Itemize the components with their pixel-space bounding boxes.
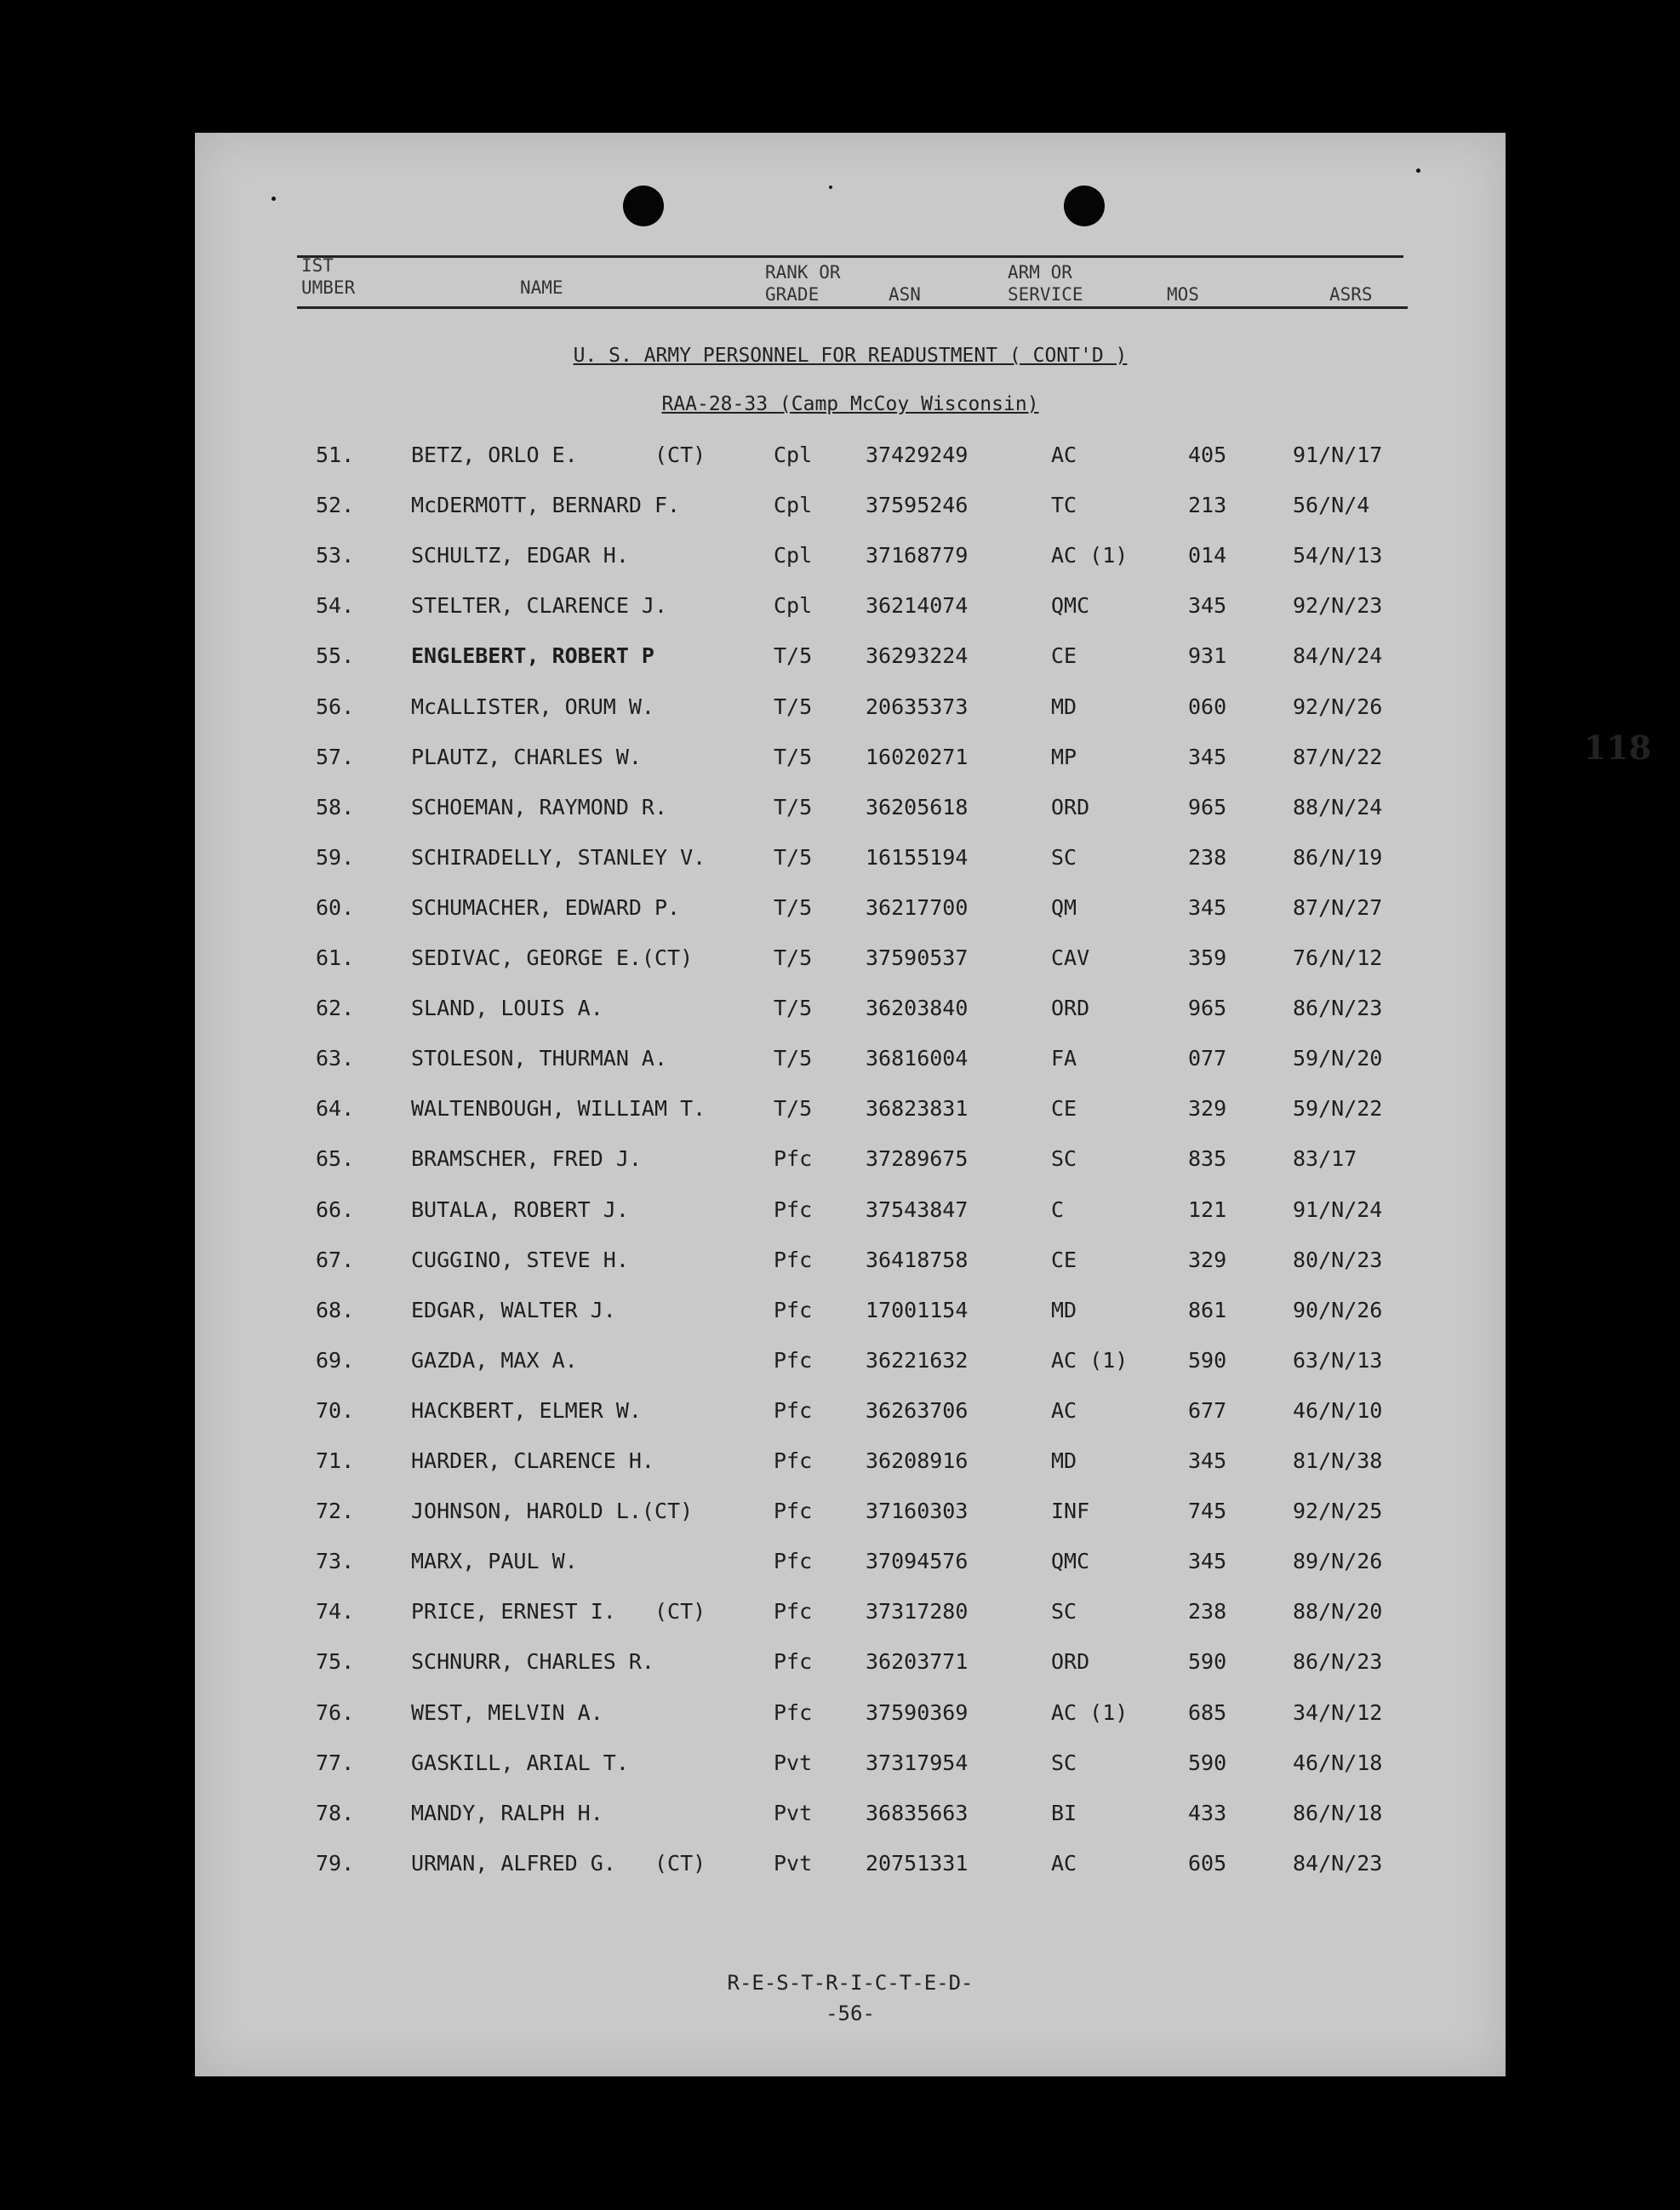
cell-mos: 345	[1188, 894, 1227, 920]
cell-asrs: 91/N/17	[1293, 443, 1383, 467]
cell-tag: (CT)	[654, 1850, 706, 1876]
cell-name: JOHNSON, HAROLD L.(CT)	[411, 1499, 694, 1524]
page-subtitle: RAA-28-33 (Camp McCoy Wisconsin)	[661, 393, 1039, 415]
cell-mos: 329	[1188, 1096, 1227, 1122]
header-top-rule	[297, 255, 1403, 258]
cell-asn: 37317280	[866, 1599, 969, 1625]
cell-arm: AC (1)	[1051, 1699, 1129, 1725]
cell-asrs: 54/N/13	[1293, 543, 1383, 568]
table-row	[195, 1046, 1506, 1080]
cell-asrs: 87/N/22	[1293, 744, 1383, 769]
cell-asn: 36217700	[866, 894, 969, 920]
cell-name: URMAN, ALFRED G.	[411, 1850, 616, 1876]
cell-num: 60.	[316, 894, 355, 920]
cell-num: 57.	[316, 744, 355, 769]
cell-asn: 36214074	[866, 593, 969, 619]
cell-asrs: 84/N/23	[1293, 1850, 1383, 1876]
cell-name: SCHIRADELLY, STANLEY V.	[411, 844, 706, 870]
table-row	[195, 694, 1506, 728]
table-row	[195, 1197, 1506, 1231]
cell-mos: 405	[1188, 443, 1227, 467]
cell-num: 61.	[316, 945, 355, 970]
cell-rank: T/5	[774, 894, 813, 920]
cell-num: 70.	[316, 1397, 355, 1423]
cell-arm: CE	[1051, 643, 1077, 669]
cell-rank: Pfc	[774, 1196, 813, 1222]
table-row	[195, 1448, 1506, 1482]
cell-asrs: 76/N/12	[1293, 945, 1383, 970]
cell-arm: BI	[1051, 1800, 1077, 1825]
cell-num: 79.	[316, 1850, 355, 1876]
cell-rank: Cpl	[774, 493, 813, 518]
table-row	[195, 745, 1506, 779]
cell-asn: 36221632	[866, 1347, 969, 1373]
cell-arm: QM	[1051, 894, 1077, 920]
cell-rank: Pfc	[774, 1297, 813, 1322]
cell-rank: Pfc	[774, 1499, 813, 1524]
cell-rank: T/5	[774, 643, 813, 669]
cell-mos: 060	[1188, 694, 1227, 719]
cell-asn: 37590369	[866, 1699, 969, 1725]
cell-asrs: 84/N/24	[1293, 643, 1383, 669]
cell-num: 59.	[316, 844, 355, 870]
cell-mos: 965	[1188, 794, 1227, 819]
cell-asrs: 83/17	[1293, 1146, 1357, 1172]
cell-mos: 605	[1188, 1850, 1227, 1876]
cell-rank: Pvt	[774, 1850, 813, 1876]
cell-num: 65.	[316, 1146, 355, 1172]
table-row	[195, 1649, 1506, 1683]
table-row	[195, 895, 1506, 929]
cell-name: PRICE, ERNEST I.	[411, 1599, 616, 1625]
cell-asrs: 86/N/23	[1293, 1649, 1383, 1675]
cell-mos: 077	[1188, 1046, 1227, 1071]
cell-asn: 36203840	[866, 996, 969, 1021]
cell-asn: 36205618	[866, 794, 969, 819]
cell-rank: Pfc	[774, 1247, 813, 1272]
cell-num: 68.	[316, 1297, 355, 1322]
cell-rank: Pvt	[774, 1750, 813, 1775]
cell-num: 52.	[316, 493, 355, 518]
cell-arm: SC	[1051, 1750, 1077, 1775]
cell-asrs: 56/N/4	[1293, 493, 1370, 518]
cell-name: GASKILL, ARIAL T.	[411, 1750, 629, 1775]
cell-mos: 345	[1188, 593, 1227, 619]
cell-rank: Pfc	[774, 1146, 813, 1172]
cell-num: 51.	[316, 443, 355, 467]
cell-asrs: 87/N/27	[1293, 894, 1383, 920]
cell-rank: T/5	[774, 996, 813, 1021]
table-row	[195, 1348, 1506, 1382]
cell-asn: 37595246	[866, 493, 969, 518]
cell-name: CUGGINO, STEVE H.	[411, 1247, 629, 1272]
cell-arm: MD	[1051, 1448, 1077, 1473]
cell-name: WEST, MELVIN A.	[411, 1699, 603, 1725]
table-row	[195, 1801, 1506, 1835]
cell-mos: 590	[1188, 1347, 1227, 1373]
cell-arm: CE	[1051, 1096, 1077, 1122]
cell-mos: 433	[1188, 1800, 1227, 1825]
table-row	[195, 1599, 1506, 1633]
cell-rank: Pfc	[774, 1649, 813, 1675]
header-asrs: ASRS	[1329, 284, 1373, 305]
cell-asn: 36263706	[866, 1397, 969, 1423]
table-row	[195, 593, 1506, 627]
cell-num: 72.	[316, 1499, 355, 1524]
cell-mos: 685	[1188, 1699, 1227, 1725]
cell-asrs: 81/N/38	[1293, 1448, 1383, 1473]
cell-num: 56.	[316, 694, 355, 719]
page-number: -56-	[826, 2002, 875, 2025]
cell-arm: SC	[1051, 1146, 1077, 1172]
cell-arm: CAV	[1051, 945, 1090, 970]
header-bottom-rule	[297, 306, 1408, 309]
speck	[829, 186, 832, 189]
cell-tag: (CT)	[654, 1599, 706, 1625]
cell-name: HACKBERT, ELMER W.	[411, 1397, 642, 1423]
cell-num: 71.	[316, 1448, 355, 1473]
cell-asn: 37317954	[866, 1750, 969, 1775]
cell-name: SCHOEMAN, RAYMOND R.	[411, 794, 668, 819]
cell-asrs: 92/N/26	[1293, 694, 1383, 719]
cell-rank: T/5	[774, 1046, 813, 1071]
cell-rank: T/5	[774, 694, 813, 719]
cell-name: BETZ, ORLO E.	[411, 443, 578, 467]
cell-rank: Pfc	[774, 1347, 813, 1373]
cell-asn: 16155194	[866, 844, 969, 870]
cell-mos: 329	[1188, 1247, 1227, 1272]
cell-rank: T/5	[774, 1096, 813, 1122]
cell-mos: 590	[1188, 1750, 1227, 1775]
cell-name: WALTENBOUGH, WILLIAM T.	[411, 1096, 706, 1122]
cell-arm: QMC	[1051, 593, 1090, 619]
table-row	[195, 845, 1506, 879]
cell-arm: C	[1051, 1196, 1065, 1222]
cell-asrs: 90/N/26	[1293, 1297, 1383, 1322]
cell-mos: 861	[1188, 1297, 1227, 1322]
cell-arm: FA	[1051, 1046, 1077, 1071]
cell-name: McDERMOTT, BERNARD F.	[411, 493, 681, 518]
cell-num: 62.	[316, 996, 355, 1021]
cell-rank: T/5	[774, 945, 813, 970]
table-row	[195, 643, 1506, 677]
header-arm-or-service: ARM OR SERVICE	[1008, 262, 1083, 305]
cell-name: BRAMSCHER, FRED J.	[411, 1146, 642, 1172]
cell-arm: QMC	[1051, 1549, 1090, 1574]
cell-rank: Pfc	[774, 1397, 813, 1423]
cell-arm: SC	[1051, 844, 1077, 870]
cell-asrs: 46/N/18	[1293, 1750, 1383, 1775]
cell-num: 69.	[316, 1347, 355, 1373]
cell-asrs: 34/N/12	[1293, 1699, 1383, 1725]
cell-asn: 36823831	[866, 1096, 969, 1122]
speck	[271, 197, 276, 201]
cell-arm: MD	[1051, 1297, 1077, 1322]
table-row	[195, 1499, 1506, 1533]
cell-mos: 121	[1188, 1196, 1227, 1222]
table-row	[195, 1248, 1506, 1282]
cell-tag: (CT)	[654, 443, 706, 467]
cell-rank: Cpl	[774, 443, 813, 467]
cell-asn: 16020271	[866, 744, 969, 769]
cell-rank: Cpl	[774, 543, 813, 568]
cell-mos: 014	[1188, 543, 1227, 568]
cell-arm: SC	[1051, 1599, 1077, 1625]
table-row	[195, 795, 1506, 829]
cell-rank: Pvt	[774, 1800, 813, 1825]
cell-mos: 965	[1188, 996, 1227, 1021]
cell-arm: INF	[1051, 1499, 1090, 1524]
cell-mos: 345	[1188, 744, 1227, 769]
cell-name: STELTER, CLARENCE J.	[411, 593, 668, 619]
cell-mos: 590	[1188, 1649, 1227, 1675]
cell-name: PLAUTZ, CHARLES W.	[411, 744, 642, 769]
cell-mos: 345	[1188, 1448, 1227, 1473]
cell-asn: 37543847	[866, 1196, 969, 1222]
cell-arm: AC	[1051, 443, 1077, 467]
cell-rank: T/5	[774, 794, 813, 819]
cell-asrs: 88/N/20	[1293, 1599, 1383, 1625]
cell-num: 77.	[316, 1750, 355, 1775]
cell-mos: 238	[1188, 844, 1227, 870]
cell-mos: 835	[1188, 1146, 1227, 1172]
cell-num: 58.	[316, 794, 355, 819]
cell-arm: AC (1)	[1051, 1347, 1129, 1373]
cell-asrs: 92/N/25	[1293, 1499, 1383, 1524]
cell-asrs: 46/N/10	[1293, 1397, 1383, 1423]
cell-asn: 36816004	[866, 1046, 969, 1071]
table-row	[195, 1851, 1506, 1885]
cell-mos: 931	[1188, 643, 1227, 669]
cell-num: 64.	[316, 1096, 355, 1122]
table-row	[195, 493, 1506, 527]
cell-arm: MD	[1051, 694, 1077, 719]
header-asn: ASN	[889, 284, 921, 305]
cell-asrs: 86/N/18	[1293, 1800, 1383, 1825]
cell-rank: Cpl	[774, 593, 813, 619]
cell-arm: ORD	[1051, 996, 1090, 1021]
cell-asn: 36835663	[866, 1800, 969, 1825]
table-row	[195, 945, 1506, 979]
cell-asn: 37590537	[866, 945, 969, 970]
table-row	[195, 1700, 1506, 1734]
table-row	[195, 1549, 1506, 1583]
punch-hole	[623, 186, 664, 226]
cell-asrs: 86/N/19	[1293, 844, 1383, 870]
cell-rank: Pfc	[774, 1549, 813, 1574]
cell-rank: Pfc	[774, 1699, 813, 1725]
cell-arm: CE	[1051, 1247, 1077, 1272]
cell-num: 75.	[316, 1649, 355, 1675]
cell-arm: ORD	[1051, 794, 1090, 819]
cell-arm: AC	[1051, 1397, 1077, 1423]
cell-arm: TC	[1051, 493, 1077, 518]
margin-number: 118	[1584, 728, 1652, 767]
cell-asn: 36208916	[866, 1448, 969, 1473]
cell-num: 66.	[316, 1196, 355, 1222]
cell-arm: AC (1)	[1051, 543, 1129, 568]
cell-name: SCHUMACHER, EDWARD P.	[411, 894, 681, 920]
cell-asrs: 63/N/13	[1293, 1347, 1383, 1373]
cell-asrs: 92/N/23	[1293, 593, 1383, 619]
cell-asn: 20751331	[866, 1850, 969, 1876]
punch-hole	[1064, 186, 1105, 226]
cell-asrs: 89/N/26	[1293, 1549, 1383, 1574]
cell-asrs: 86/N/23	[1293, 996, 1383, 1021]
page-title: U. S. ARMY PERSONNEL FOR READUSTMENT ( CONT'D )	[573, 345, 1128, 367]
cell-asn: 36203771	[866, 1649, 969, 1675]
cell-num: 54.	[316, 593, 355, 619]
cell-num: 67.	[316, 1247, 355, 1272]
cell-name: SCHULTZ, EDGAR H.	[411, 543, 629, 568]
table-row	[195, 1096, 1506, 1130]
cell-name: HARDER, CLARENCE H.	[411, 1448, 654, 1473]
header-list-number: IST UMBER	[301, 255, 356, 298]
cell-name: McALLISTER, ORUM W.	[411, 694, 654, 719]
cell-name: SLAND, LOUIS A.	[411, 996, 603, 1021]
cell-num: 63.	[316, 1046, 355, 1071]
speck	[1416, 168, 1420, 173]
cell-mos: 359	[1188, 945, 1227, 970]
table-row	[195, 1750, 1506, 1785]
cell-arm: ORD	[1051, 1649, 1090, 1675]
document-page	[195, 133, 1652, 2076]
cell-mos: 345	[1188, 1549, 1227, 1574]
cell-rank: Pfc	[774, 1448, 813, 1473]
cell-mos: 745	[1188, 1499, 1227, 1524]
header-name: NAME	[520, 277, 563, 298]
table-row	[195, 543, 1506, 577]
cell-asn: 36418758	[866, 1247, 969, 1272]
cell-num: 73.	[316, 1549, 355, 1574]
classification-marking: R-E-S-T-R-I-C-T-E-D-	[727, 1971, 974, 1995]
cell-asrs: 80/N/23	[1293, 1247, 1383, 1272]
cell-asn: 37289675	[866, 1146, 969, 1172]
cell-name: ENGLEBERT, ROBERT P	[411, 643, 654, 669]
cell-num: 53.	[316, 543, 355, 568]
cell-rank: T/5	[774, 844, 813, 870]
cell-asn: 37429249	[866, 443, 969, 467]
header-mos: MOS	[1167, 284, 1199, 305]
cell-asrs: 88/N/24	[1293, 794, 1383, 819]
cell-asrs: 91/N/24	[1293, 1196, 1383, 1222]
cell-mos: 677	[1188, 1397, 1227, 1423]
cell-name: SCHNURR, CHARLES R.	[411, 1649, 654, 1675]
cell-num: 76.	[316, 1699, 355, 1725]
cell-num: 78.	[316, 1800, 355, 1825]
cell-asn: 17001154	[866, 1297, 969, 1322]
cell-asn: 37168779	[866, 543, 969, 568]
cell-name: EDGAR, WALTER J.	[411, 1297, 616, 1322]
table-row	[195, 1146, 1506, 1180]
cell-name: SEDIVAC, GEORGE E.(CT)	[411, 945, 694, 970]
cell-asn: 36293224	[866, 643, 969, 669]
cell-arm: AC	[1051, 1850, 1077, 1876]
cell-asrs: 59/N/20	[1293, 1046, 1383, 1071]
cell-asn: 37094576	[866, 1549, 969, 1574]
header-rank-or-grade: RANK OR GRADE	[765, 262, 841, 305]
cell-mos: 238	[1188, 1599, 1227, 1625]
cell-num: 55.	[316, 643, 355, 669]
table-row	[195, 1298, 1506, 1332]
cell-rank: Pfc	[774, 1599, 813, 1625]
table-row	[195, 1398, 1506, 1432]
cell-name: STOLESON, THURMAN A.	[411, 1046, 668, 1071]
cell-name: MARX, PAUL W.	[411, 1549, 578, 1574]
cell-rank: T/5	[774, 744, 813, 769]
cell-mos: 213	[1188, 493, 1227, 518]
cell-asrs: 59/N/22	[1293, 1096, 1383, 1122]
cell-asn: 37160303	[866, 1499, 969, 1524]
cell-arm: MP	[1051, 744, 1077, 769]
cell-asn: 20635373	[866, 694, 969, 719]
table-row	[195, 996, 1506, 1030]
cell-num: 74.	[316, 1599, 355, 1625]
cell-name: MANDY, RALPH H.	[411, 1800, 603, 1825]
cell-name: GAZDA, MAX A.	[411, 1347, 578, 1373]
table-row	[195, 443, 1506, 477]
cell-name: BUTALA, ROBERT J.	[411, 1196, 629, 1222]
